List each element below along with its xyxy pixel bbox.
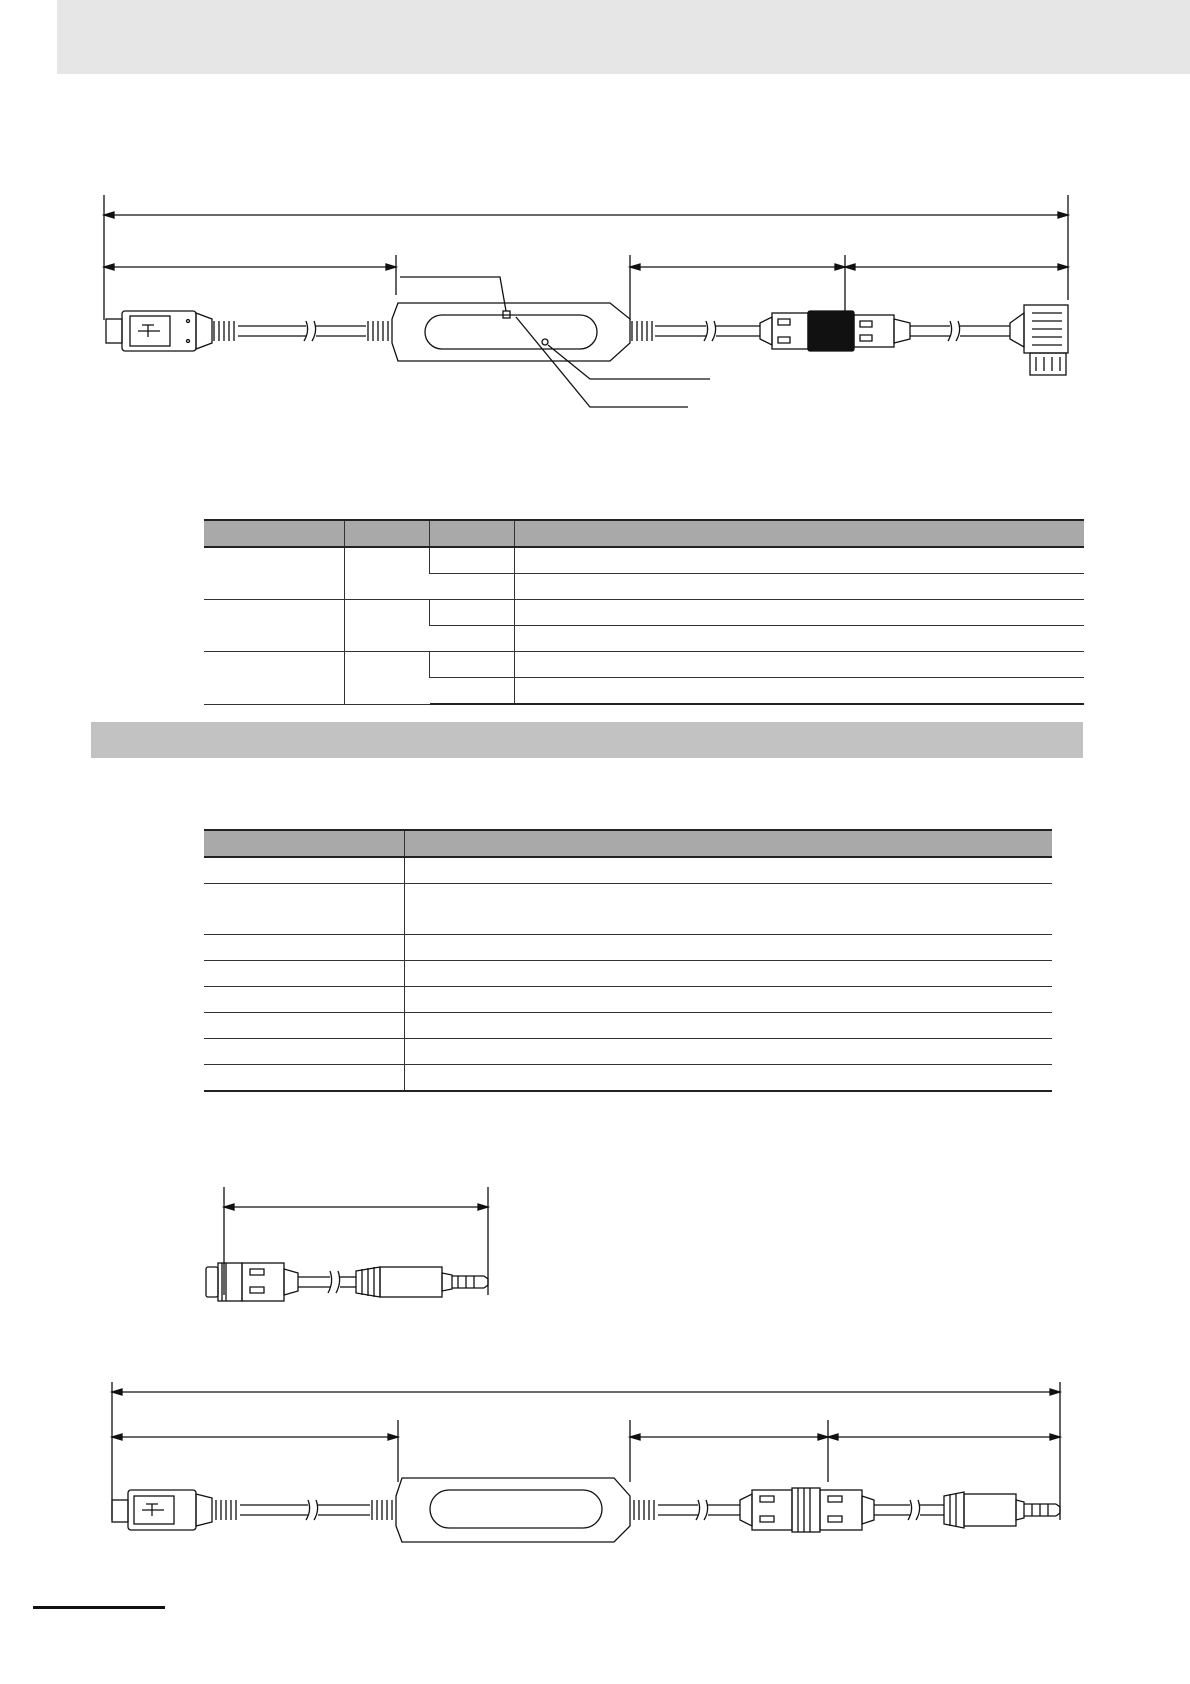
- table-row: [204, 884, 1052, 935]
- table-row: [204, 1039, 1052, 1065]
- usb-cable-drawing: [0, 195, 1190, 455]
- table-header-cell: [345, 520, 430, 547]
- table-row: [204, 652, 1084, 678]
- table-header-row: [204, 830, 1052, 857]
- table-header-cell: [405, 830, 1053, 857]
- conversion-cable-drawing: [0, 1175, 520, 1315]
- usb-conversion-cable-drawing: [0, 1370, 1190, 1550]
- table-header-row: [204, 520, 1084, 547]
- table-header-cell: [204, 830, 405, 857]
- section-heading-bar: [91, 722, 1083, 758]
- table-row: [204, 1065, 1052, 1092]
- table-row: [204, 987, 1052, 1013]
- table-row: [204, 961, 1052, 987]
- table-header-cell: [430, 520, 515, 547]
- table-header-cell: [204, 520, 345, 547]
- table-row: [204, 1013, 1052, 1039]
- table-row: [204, 600, 1084, 626]
- table-row: [204, 857, 1052, 884]
- table-row: [204, 935, 1052, 961]
- specification-table: [204, 829, 1052, 1092]
- table-header-cell: [515, 520, 1085, 547]
- led-status-table: [204, 519, 1084, 705]
- table-row: [204, 547, 1084, 574]
- footer-rule: [33, 1606, 165, 1609]
- page-header-band: [57, 0, 1190, 74]
